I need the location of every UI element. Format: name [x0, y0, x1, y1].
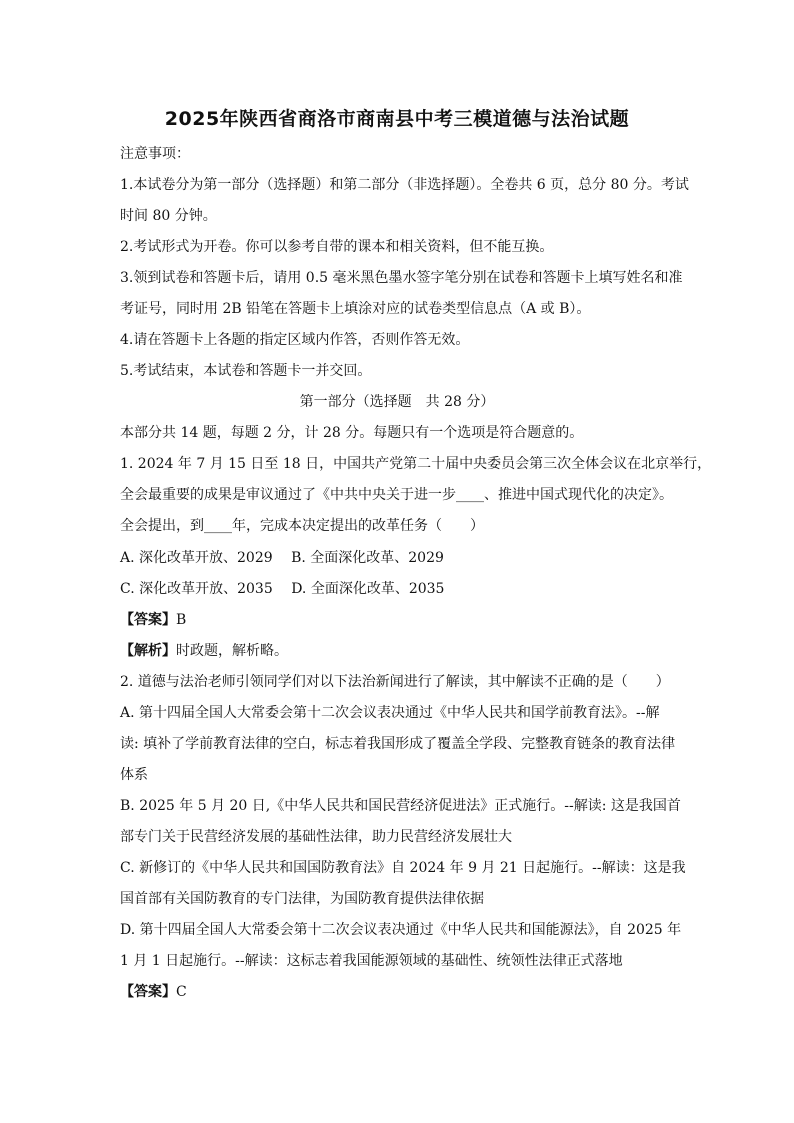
question-2-option-a: 体系 — [120, 767, 148, 783]
question-2-stem: 2. 道德与法治老师引领同学们对以下法治新闻进行了解读，其中解读不正确的是（ ） — [120, 674, 670, 690]
notice-heading: 注意事项： — [120, 146, 190, 162]
question-1-options: C. 深化改革开放、2035 D. 全面深化改革、2035 — [120, 581, 445, 597]
answer-label: 【答案】 — [120, 612, 176, 628]
analysis-label: 【解析】 — [120, 643, 176, 659]
section-heading: 第一部分（选择题 共 28 分） — [299, 394, 495, 410]
question-2-answer — [120, 982, 187, 1002]
question-1-stem: 1. 2024 年 7 月 15 日至 18 日，中国共产党第二十届中央委员会第三次全体会议在北京举行， — [120, 456, 712, 472]
notice-line: 2.考试形式为开卷。你可以参考自带的课本和相关资料，但不能互换。 — [120, 239, 554, 255]
question-1-stem: 全会最重要的成果是审议通过了《中共中央关于进一步____、推进中国式现代化的决定》。 — [120, 487, 673, 503]
notice-line: 4.请在答题卡上各题的指定区域内作答，否则作答无效。 — [120, 332, 470, 348]
section-intro: 本部分共 14 题，每题 2 分，计 28 分。每题只有一个选项是符合题意的。 — [120, 425, 584, 441]
answer-value: B — [176, 612, 187, 628]
page-title: 2025年陕西省商洛市商南县中考三模道德与法治试题 — [164, 108, 630, 130]
question-2-option-c: 国首部有关国防教育的专门法律，为国防教育提供法律依据 — [120, 891, 484, 907]
question-2-option-a: 读: 填补了学前教育法律的空白，标志着我国形成了覆盖全学段、完整教育链条的教育法律 — [120, 736, 676, 752]
notice-line: 考证号，同时用 2B 铅笔在答题卡上填涂对应的试卷类型信息点（A 或 B）。 — [120, 301, 591, 317]
answer-label: 【答案】 — [120, 984, 176, 1000]
question-1-answer — [120, 610, 186, 630]
question-2-option-b: B. 2025 年 5 月 20 日,《中华人民共和国民营经济促进法》正式施行。--解读: 这是我国首 — [120, 798, 681, 814]
question-2-option-d: 1 月 1 日起施行。--解读：这标志着我国能源领域的基础性、统领性法律正式落地 — [120, 953, 623, 969]
question-1-options: A. 深化改革开放、2029 B. 全面深化改革、2029 — [120, 550, 444, 566]
question-1-stem: 全会提出，到____年，完成本决定提出的改革任务（ ） — [120, 518, 484, 534]
question-1-analysis — [120, 641, 288, 661]
question-2-option-a: A. 第十四届全国人大常委会第十二次会议表决通过《中华人民共和国学前教育法》。--解 — [120, 705, 660, 721]
notice-line: 5.考试结束，本试卷和答题卡一并交回。 — [120, 363, 372, 379]
notice-line: 3.领到试卷和答题卡后，请用 0.5 毫米黑色墨水签字笔分别在试卷和答题卡上填写姓名和准 — [120, 270, 683, 286]
notice-line: 1.本试卷分为第一部分（选择题）和第二部分（非选择题）。全卷共 6 页，总分 80 分。考试 — [120, 177, 689, 193]
question-2-option-c: C. 新修订的《中华人民共和国国防教育法》自 2024 年 9 月 21 日起施行。--解读：这是我 — [120, 860, 686, 876]
question-2-option-d: D. 第十四届全国人大常委会第十二次会议表决通过《中华人民共和国能源法》，自 2025 年 — [120, 922, 682, 938]
notice-line: 时间 80 分钟。 — [120, 208, 217, 224]
question-2-option-b: 部专门关于民营经济发展的基础性法律，助力民营经济发展壮大 — [120, 829, 512, 845]
analysis-text: 时政题，解析略。 — [176, 643, 288, 659]
answer-value: C — [176, 984, 187, 1000]
